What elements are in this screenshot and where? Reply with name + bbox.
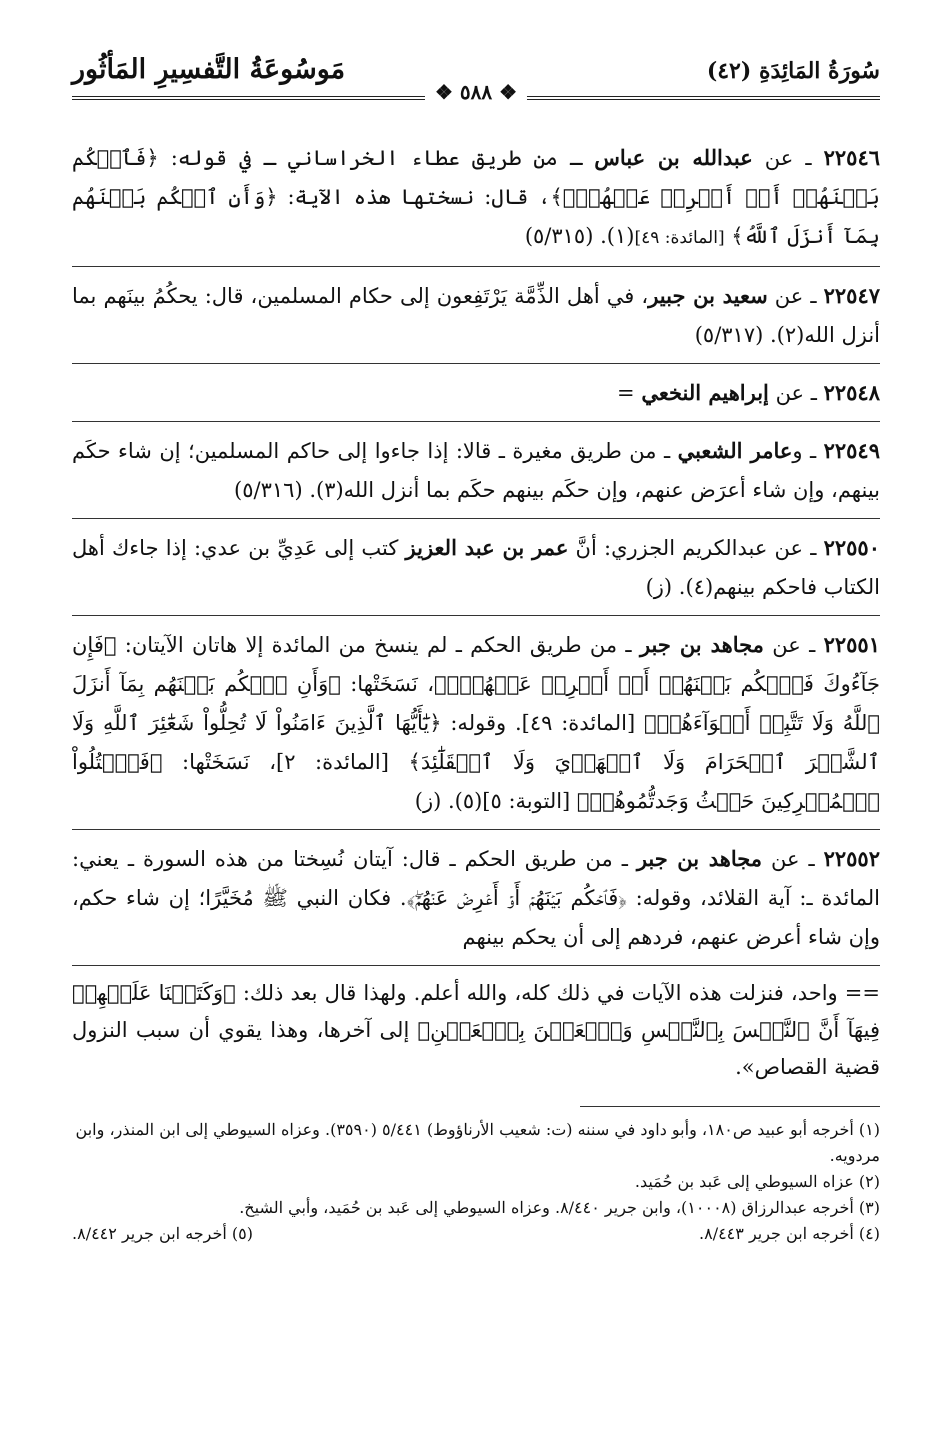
entry-text: ، في أهل الذِّمَّة يَرْتَفِعون إلى حكام المسلمين، قال: يحكُمُ بينَهم بما أنزل الله(٢). (٥/٣١٧) bbox=[72, 284, 880, 347]
entry-prefix: ـ عن bbox=[752, 146, 824, 170]
entry-number: ٢٢٥٥٠ bbox=[823, 535, 880, 560]
entry-22552 bbox=[72, 839, 880, 957]
entry-22550 bbox=[72, 528, 880, 607]
entry-22546 bbox=[72, 138, 880, 258]
entry-number: ٢٢٥٤٨ bbox=[823, 380, 880, 405]
narrator-name: مجاهد بن جبر bbox=[639, 632, 764, 657]
entry-separator bbox=[72, 518, 880, 519]
entry-number: ٢٢٥٥٢ bbox=[823, 846, 880, 871]
entry-end: (١). (٥/٣١٥) bbox=[524, 224, 635, 248]
narrator-name: سعيد بن جبير bbox=[648, 283, 768, 308]
entry-number: ٢٢٥٤٦ bbox=[823, 145, 881, 170]
book-title: مَوسُوعَةُ التَّفسِيرِ المَأثُور bbox=[72, 54, 346, 85]
footnote-row-4-5 bbox=[72, 1221, 880, 1247]
entry-prefix: ـ عن عبدالكريم الجزري: أنَّ bbox=[568, 536, 824, 560]
narrator-name: عمر بن عبد العزيز bbox=[405, 535, 569, 560]
footnote-3: (٣) أخرجه عبدالرزاق (١٠٠٠٨)، وابن جرير ٨/٤٤٠. وعزاه السيوطي إلى عَبد بن حُمَيد، وأبي الشيخ. bbox=[239, 1198, 880, 1217]
entry-22549 bbox=[72, 431, 880, 510]
entry-separator bbox=[72, 363, 880, 364]
entry-prefix: ـ عن bbox=[763, 633, 824, 657]
entry-prefix: ـ عن bbox=[767, 284, 824, 308]
entry-number: ٢٢٥٥١ bbox=[823, 632, 880, 657]
entry-number: ٢٢٥٤٧ bbox=[823, 283, 881, 308]
footnote-1: (١) أخرجه أبو عبيد ص١٨٠، وأبو داود في سننه (ت: شعيب الأرناؤوط) ٥/٤٤١ (٣٥٩٠). وعزاه السيوطي إلى ابن المنذر، وابن مردويه. bbox=[75, 1120, 880, 1165]
verse-reference: [المائدة: ٤٩] bbox=[634, 228, 725, 248]
surah-title: سُورَةُ المَائِدَةِ (٤٢) bbox=[706, 58, 880, 84]
entry-text: ـ من طريق الحكم ـ لم ينسخ من المائدة إلا هاتان الآيتان: ﴿فَإِن جَآءُوكَ فَٱحۡكُم بَيۡنَهُمۡ أَوۡ أَعۡرِضۡ عَنۡهُمۡۖ﴾، نَسَخَتْها: ﴿وَأَنِ ٱحۡكُم بَيۡنَهُم بِمَآ أَنزَلَ ٱللَّهُ وَلَا تَتَّبِعۡ أَهۡوَآءَهُمۡ﴾ [المائدة: ٤٩]. وقوله: ﴿يَٰٓأَيُّهَا ٱلَّذِينَ ءَامَنُواْ لَا تُحِلُّواْ شَعَٰٓئِرَ ٱللَّهِ وَلَا ٱلشَّهۡرَ ٱلۡحَرَامَ وَلَا ٱلۡهَدۡيَ وَلَا ٱلۡقَلَٰٓئِدَ﴾ [المائدة: ٢]، نَسَخَتْها: ﴿فَٱقۡتُلُواْ ٱلۡمُشۡرِكِينَ حَيۡثُ وَجَدتُّمُوهُمۡ﴾ [التوبة: ٥](٥). (ز) bbox=[72, 633, 880, 813]
narrator-name: مجاهد بن جبر bbox=[636, 846, 763, 871]
footnote-separator bbox=[580, 1106, 880, 1107]
continuation-separator bbox=[72, 965, 880, 966]
narrator-name: عبدالله بن عباس bbox=[594, 145, 753, 170]
entry-number: ٢٢٥٤٩ bbox=[823, 438, 880, 463]
entry-prefix: ـ عن bbox=[762, 847, 824, 871]
entry-text: ـ من طريق عطاء الخراساني ـ في قوله: ﴿فَٱحۡكُم بَيۡنَهُمۡ أَوۡ أَعۡرِضۡ عَنۡهُمۡۖ﴾، قال: نسختها هذه الآية: ﴿وَأَنِ ٱحۡكُم بَيۡنَهُم بِمَآ أَنزَلَ ٱللَّهُ﴾ bbox=[72, 146, 880, 248]
entry-22547 bbox=[72, 276, 880, 355]
document-page bbox=[0, 54, 948, 1442]
page-header bbox=[72, 54, 880, 138]
page-number-value: ٥٨٨ bbox=[459, 80, 493, 104]
entry-prefix: ـ و bbox=[792, 439, 824, 463]
footnote-4: (٤) أخرجه ابن جرير ٨/٤٤٣. bbox=[699, 1224, 880, 1243]
entry-text: ـ من طريق الحكم ـ قال: آيتان نُسِختا من هذه السورة ـ يعني: المائدة ـ: آية القلائد، وقوله: ﴿فَٱحۡكُم بَيۡنَهُمۡ أَوۡ أَعۡرِضۡ عَنۡهُمۡۖ﴾. فكان النبي ﷺ مُخَيَّرًا؛ إن شاء حكم، وإن شاء أعرض عنهم، فردهم إلى أن يحكم بينهم bbox=[72, 847, 880, 949]
entry-separator bbox=[72, 266, 880, 267]
footnote-5: (٥) أخرجه ابن جرير ٨/٤٤٢. bbox=[72, 1224, 253, 1243]
footnote-2: (٢) عزاه السيوطي إلى عَبد بن حُمَيد. bbox=[634, 1172, 880, 1191]
entry-text: كتب إلى عَدِيِّ بن عدي: إذا جاءك أهل الكتاب فاحكم بينهم(٤). (ز) bbox=[72, 536, 880, 599]
entry-text: = bbox=[617, 381, 642, 405]
entry-text: ـ من طريق مغيرة ـ قالا: إذا جاءوا إلى حاكم المسلمين؛ إن شاء حكَم بينهم، وإن شاء أعرَض عنهم، وإن حكَم بينهم حكَم بما أنزل الله(٣). (٥/٣١٦) bbox=[72, 439, 880, 502]
footnotes bbox=[72, 1117, 880, 1247]
entry-prefix: ـ عن bbox=[768, 381, 824, 405]
entry-separator bbox=[72, 421, 880, 422]
page-number: ❖ ٥٨٨ ❖ bbox=[425, 80, 527, 104]
continuation-note: == واحد، فنزلت هذه الآيات في ذلك كله، والله أعلم. ولهذا قال بعد ذلك: ﴿وَكَتَبۡنَا عَلَيۡهِمۡ فِيهَآ أَنَّ ٱلنَّفۡسَ بِٱلنَّفۡسِ وَٱلۡعَيۡنَ بِٱلۡعَيۡنِ﴾ إلى آخرها، وهذا يقوي أن سبب النزول قضية القصاص». bbox=[72, 981, 880, 1079]
narrator-name: إبراهيم النخعي bbox=[641, 380, 769, 405]
narrator-name: عامر الشعبي bbox=[677, 438, 793, 463]
entry-separator bbox=[72, 829, 880, 830]
entry-22551 bbox=[72, 625, 880, 821]
entry-22548 bbox=[72, 373, 880, 413]
entry-separator bbox=[72, 615, 880, 616]
